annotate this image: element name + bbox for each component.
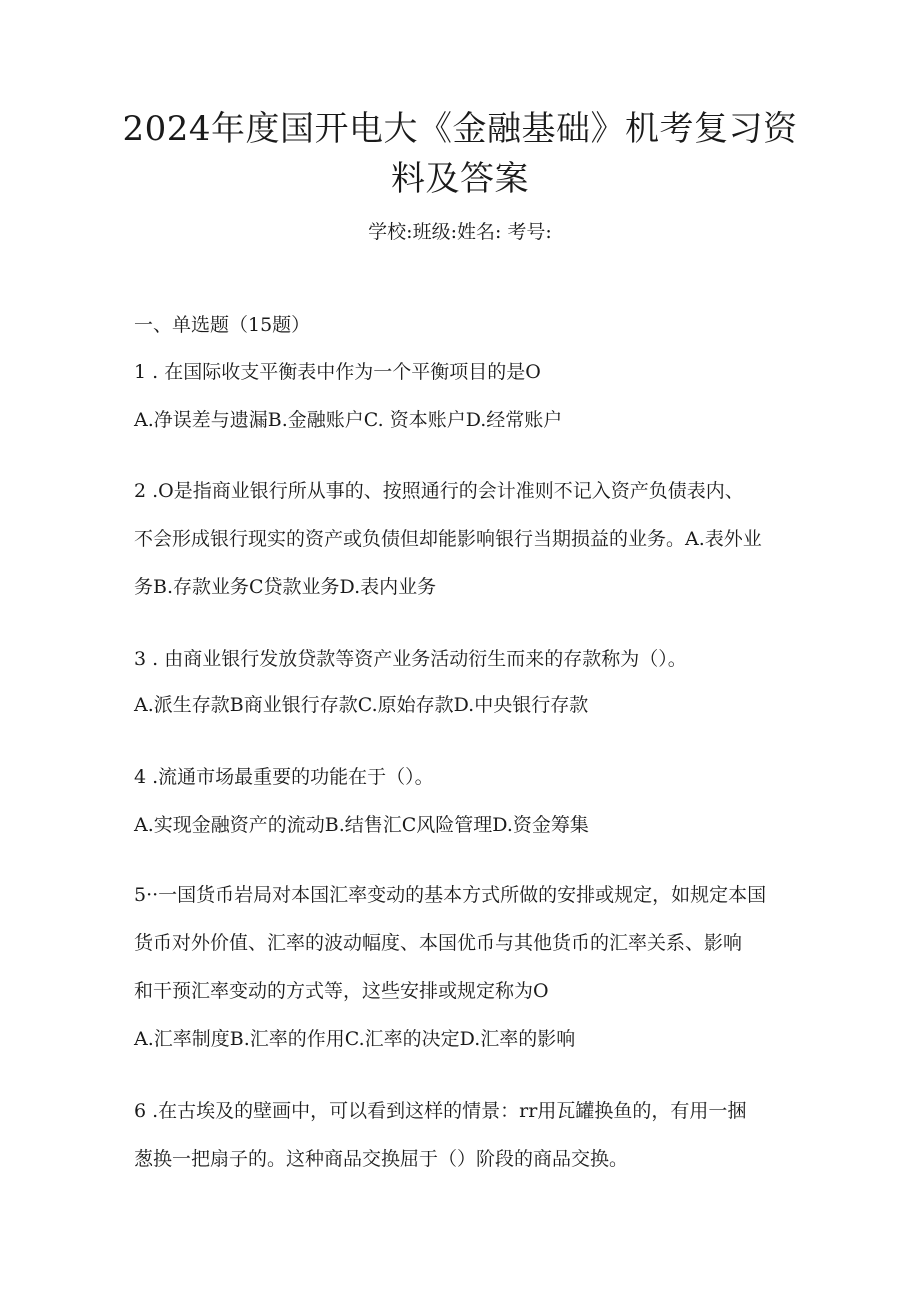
question-5-stem-line-1: 5··一国货币岩局对本国汇率变动的基本方式所做的安排或规定，如规定本国: [134, 884, 767, 906]
question-1-options: A.净误差与遗漏B.金融账户C. 资本账户D.经常账户: [134, 409, 563, 431]
question-2-stem-line-3: 务B.存款业务C贷款业务D.表内业务: [134, 576, 437, 598]
question-5-stem-line-2: 货币对外价值、汇率的波动幅度、本国优币与其他货币的汇率关系、影响: [134, 932, 743, 954]
question-4-stem: 4 .流通市场最重要的功能在于（）。: [134, 766, 434, 788]
question-6-stem-line-1: 6 .在古埃及的壁画中，可以看到这样的情景：rr用瓦罐换鱼的，有用一捆: [134, 1100, 747, 1122]
question-5-stem-line-3: 和干预汇率变动的方式等，这些安排或规定称为O: [134, 980, 549, 1002]
question-5-options: A.汇率制度B.汇率的作用C.汇率的决定D.汇率的影响: [134, 1028, 576, 1050]
question-1-stem: 1 . 在国际收支平衡表中作为一个平衡项目的是O: [134, 361, 541, 383]
document-title: [100, 104, 820, 204]
section-heading: 一、单选题（15题）: [134, 314, 311, 336]
title-line-2: 料及答案: [391, 159, 529, 199]
question-4-options: A.实现金融资产的流动B.结售汇C风险管理D.资金筹集: [134, 814, 589, 836]
question-3-stem: 3 . 由商业银行发放贷款等资产业务活动衍生而来的存款称为（）。: [134, 648, 687, 670]
question-2-stem-line-1: 2 .O是指商业银行所从事的、按照通行的会计准则不记入资产负债表内、: [134, 480, 744, 502]
question-2-stem-line-2: 不会形成银行现实的资产或负债但却能影响银行当期损益的业务。A.表外业: [134, 528, 762, 550]
student-info-line: 学校:班级:姓名: 考号:: [368, 221, 552, 243]
question-3-options: A.派生存款B商业银行存款C.原始存款D.中央银行存款: [134, 694, 589, 716]
question-6-stem-line-2: 葱换一把扇子的。这种商品交换屈于（）阶段的商品交换。: [134, 1148, 629, 1170]
title-line-1: 2024年度国开电大《金融基础》机考复习资: [122, 109, 798, 149]
